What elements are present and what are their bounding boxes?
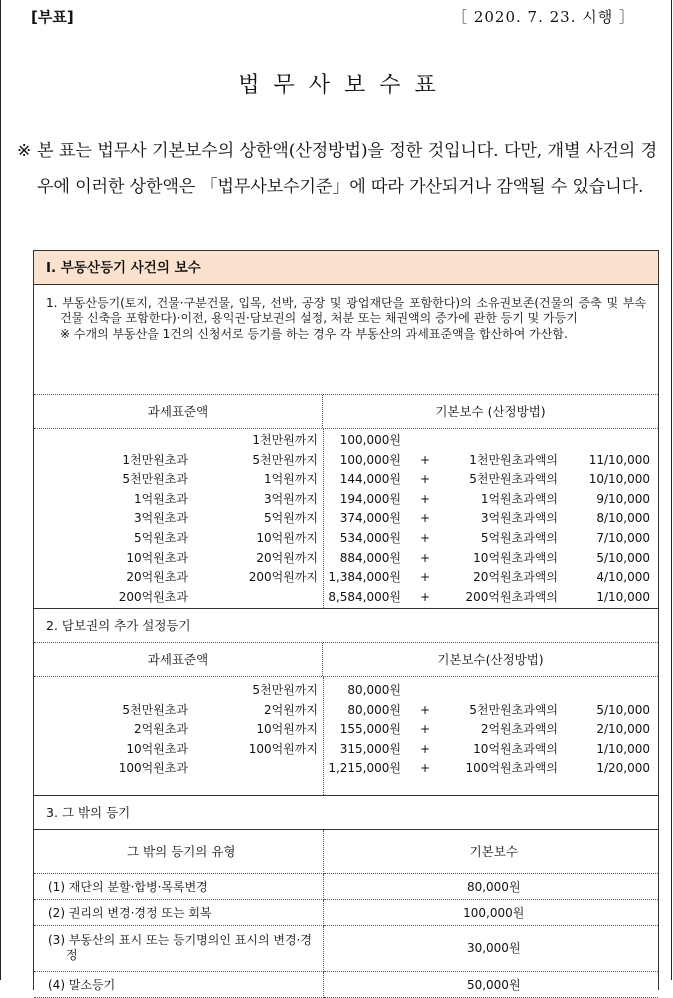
table-2-header	[34, 643, 658, 677]
table-row	[34, 971, 658, 997]
note-mark: ※	[17, 141, 32, 161]
plus-sign: +	[420, 722, 431, 737]
excess-basis: 200억원초과액의	[465, 589, 558, 604]
base-fee: 374,000원	[339, 511, 401, 526]
tax-base-from: 3억원초과	[133, 511, 188, 526]
table-row	[34, 509, 658, 529]
tax-base-from: 5천만원초과	[122, 702, 188, 717]
annex-label: [부표]	[31, 8, 74, 26]
base-fee: 1,384,000원	[328, 570, 401, 585]
tax-base-to: 20억원까지	[256, 550, 318, 565]
fee-rate: 8/10,000	[596, 511, 650, 526]
column-header-tax-base: 과세표준액	[34, 395, 323, 428]
page-title: 법무사보수표	[238, 73, 450, 98]
row-fee: 50,000원	[323, 971, 658, 997]
row-fee: 100,000원	[323, 899, 658, 925]
excess-basis: 10억원초과액의	[473, 550, 558, 565]
table-row	[34, 759, 658, 779]
tax-base-to: 2억원까지	[263, 702, 318, 717]
base-fee: 155,000원	[339, 722, 401, 737]
base-fee: 100,000원	[339, 452, 401, 467]
table-2-body	[34, 677, 658, 796]
base-fee: 100,000원	[339, 433, 401, 447]
base-fee: 884,000원	[339, 550, 401, 565]
plus-sign: +	[420, 452, 431, 467]
row-type: (4) 말소등기	[34, 971, 323, 997]
fee-rate: 1/10,000	[596, 741, 650, 756]
tax-base-from: 1천만원초과	[122, 452, 188, 467]
fee-rate: 7/10,000	[596, 530, 650, 545]
table-row	[34, 588, 658, 608]
tax-base-from: 5천만원초과	[122, 472, 188, 487]
plus-sign: +	[420, 570, 431, 585]
tax-base-from: 10억원초과	[126, 741, 188, 756]
table-row	[34, 720, 658, 740]
subsection-3-heading: 3. 그 밖의 등기	[34, 796, 658, 830]
column-header-base-fee: 기본보수 (산정방법)	[435, 404, 546, 419]
subsection-1-remark: ※ 수개의 부동산을 1건의 신청서로 등기를 하는 경우 각 부동산의 과세표준액을 합산하여 가산함.	[60, 327, 568, 341]
tax-base-to: 200억원까지	[248, 570, 318, 585]
table-3-header	[34, 830, 658, 873]
subsection-1-text: 1. 부동산등기(토지, 건물·구분건물, 입목, 선박, 공장 및 광업재단을 포함한다)의 소유권보존(건물의 증축 및 부속건물 신축을 포함한다)·이전, 용익권·담보권의 설정, 처분 또는 채권액의 증가에 관한 등기 및 가등기	[46, 296, 646, 325]
table-row	[34, 740, 658, 760]
subsection-2-heading: 2. 담보권의 추가 설정등기	[34, 609, 658, 643]
excess-basis: 1억원초과액의	[480, 491, 558, 506]
tax-base-to: 10억원까지	[256, 722, 318, 737]
fee-rate: 2/10,000	[596, 722, 650, 737]
table-row	[34, 451, 658, 471]
plus-sign: +	[420, 741, 431, 756]
fee-rate: 1/20,000	[596, 761, 650, 776]
table-row	[34, 899, 658, 925]
tax-base-to: 5천만원까지	[252, 683, 318, 697]
tax-base-to: 1천만원까지	[252, 433, 318, 447]
row-type: (2) 권리의 변경·경정 또는 회복	[34, 899, 323, 925]
tax-base-to: 100억원까지	[248, 741, 318, 756]
plus-sign: +	[420, 530, 431, 545]
excess-basis: 100억원초과액의	[465, 761, 558, 776]
table-row	[34, 925, 658, 971]
fee-rate: 5/10,000	[596, 550, 650, 565]
plus-sign: +	[420, 550, 431, 565]
tax-base-to: 10억원까지	[256, 530, 318, 545]
table-row	[34, 701, 658, 721]
base-fee: 80,000원	[347, 683, 401, 697]
fee-rate: 5/10,000	[596, 702, 650, 717]
tax-base-from: 200억원초과	[118, 589, 188, 604]
fee-rate: 4/10,000	[596, 570, 650, 585]
fee-rate: 11/10,000	[588, 452, 650, 467]
tax-base-to: 1억원까지	[263, 472, 318, 487]
table-1-body	[34, 429, 658, 609]
row-type-text: (3) 부동산의 표시 또는 등기명의인 표시의 변경·경정	[48, 933, 312, 962]
base-fee: 1,215,000원	[328, 761, 401, 776]
column-header-base-fee: 기본보수(산정방법)	[437, 652, 544, 667]
base-fee: 144,000원	[339, 472, 401, 487]
table-3	[34, 830, 658, 998]
fee-table-section	[33, 250, 659, 990]
tax-base-to: 5천만원까지	[252, 452, 318, 467]
tax-base-to: 3억원까지	[263, 491, 318, 506]
tax-base-from: 2억원초과	[133, 722, 188, 737]
tax-base-to: 5억원까지	[263, 511, 318, 526]
fee-rate: 1/10,000	[596, 589, 650, 604]
plus-sign: +	[420, 589, 431, 604]
tax-base-from: 20억원초과	[126, 570, 188, 585]
table-1-header	[34, 395, 658, 429]
table-row	[34, 549, 658, 569]
plus-sign: +	[420, 511, 431, 526]
subsection-1-description	[34, 285, 658, 395]
table-row	[34, 470, 658, 490]
table-row	[34, 431, 658, 451]
row-fee: 30,000원	[323, 925, 658, 971]
row-fee: 80,000원	[323, 873, 658, 899]
base-fee: 534,000원	[339, 530, 401, 545]
table-row	[34, 568, 658, 588]
row-type	[34, 925, 323, 971]
tax-base-from: 10억원초과	[126, 550, 188, 565]
note-text: 본 표는 법무사 기본보수의 상한액(산정방법)을 정한 것입니다. 다만, 개별 사건의 경우에 이러한 상한액은 「법무사보수기준」에 따라 가산되거나 감액될 수 있습니다.	[37, 141, 657, 197]
excess-basis: 3억원초과액의	[480, 511, 558, 526]
excess-basis: 5억원초과액의	[480, 530, 558, 545]
tax-base-from: 100억원초과	[118, 761, 188, 776]
column-header-type: 그 밖의 등기의 유형	[34, 830, 323, 873]
excess-basis: 10억원초과액의	[473, 741, 558, 756]
column-header-tax-base: 과세표준액	[34, 643, 323, 676]
excess-basis: 5천만원초과액의	[469, 702, 558, 717]
tax-base-from: 5억원초과	[133, 530, 188, 545]
section-heading: Ⅰ. 부동산등기 사건의 보수	[34, 251, 658, 285]
column-header-fee: 기본보수	[323, 830, 658, 873]
base-fee: 194,000원	[339, 491, 401, 506]
table-row	[34, 490, 658, 510]
table-row	[34, 681, 658, 701]
excess-basis: 20억원초과액의	[473, 570, 558, 585]
effective-date: ［ 2020. 7. 23. 시행 ］	[452, 8, 635, 26]
fee-rate: 9/10,000	[596, 491, 650, 506]
row-type: (1) 재단의 분할·합병·목록변경	[34, 873, 323, 899]
base-fee: 315,000원	[339, 741, 401, 756]
intro-note	[17, 133, 657, 205]
fee-rate: 10/10,000	[588, 472, 650, 487]
table-row	[34, 873, 658, 899]
plus-sign: +	[420, 472, 431, 487]
base-fee: 8,584,000원	[328, 589, 401, 604]
excess-basis: 5천만원초과액의	[469, 472, 558, 487]
excess-basis: 1천만원초과액의	[469, 452, 558, 467]
tax-base-from: 1억원초과	[133, 491, 188, 506]
plus-sign: +	[420, 491, 431, 506]
base-fee: 80,000원	[347, 702, 401, 717]
plus-sign: +	[420, 761, 431, 776]
excess-basis: 2억원초과액의	[480, 722, 558, 737]
table-row	[34, 529, 658, 549]
plus-sign: +	[420, 702, 431, 717]
